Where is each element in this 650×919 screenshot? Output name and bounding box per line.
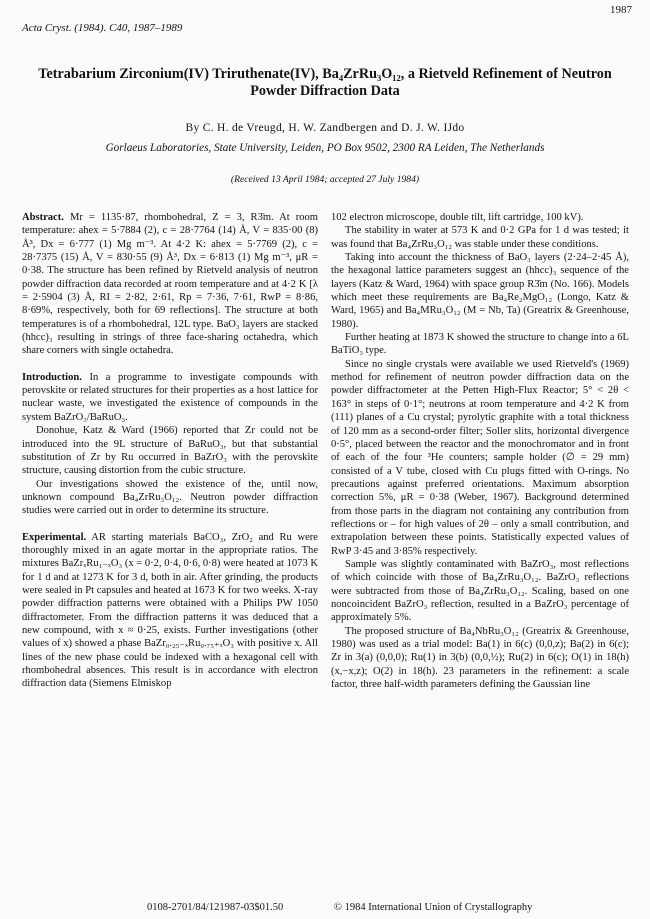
right-paragraph-3: Further heating at 1873 K showed the structure to change into a 6L BaTiO₃ type. [331,332,629,357]
introduction-heading: Introduction. [22,371,82,383]
abstract-paragraph [22,211,318,358]
abstract-heading: Abstract. [22,212,64,223]
right-column [331,211,629,691]
right-paragraph-6: The proposed structure of Ba₄NbRu₃O₁₂ (Greatrix & Greenhouse, 1980) was used as a trial model: Ba(1) in 6(c) (0,0,z); Ba(2) in 6(c); Zr in 3(a) (0,0,0); Ru(1) in 3(b) (0,0,½); Ru(2) in 6(c); O(1) in 18(h) (x,−x,z); O(2) in 18(h). 23 parameters in the refinement: a scale factor, three half-width parameters defining the Gaussian line [331,625,629,691]
experimental-text: AR starting materials BaCO₃, ZrO₂ and Ru were thoroughly mixed in an agate mortar in the appropriate ratios. The mixtures BaZrₓRu₁₋ₓO₃ (x = 0·2, 0·4, 0·6, 0·8) were heated at 1073 K for 1 d and at 1273 K for 3 d, both in air. After grinding, the products were sealed in Pt capsules and heated at 1673 K for two weeks. X-ray powder diffraction patterns were obtained with a Philips PW 1050 diffractometer. From the diffraction patterns it was deduced that a new compound, with x ≈ 0·25, exists. Further investigations (other values of x) showed a phase BaZr₀.₂₅₋ₓRu₀.₇₅₊ₓO₃ with positive x. All lines of the new phase could be indexed with a hexagonal cell with rhombohedral absences. This result is in accordance with electron diffraction data (Siemens Elmiskop [22,531,318,690]
journal-reference: Acta Cryst. (1984). C40, 1987–1989 [22,22,183,34]
experimental-heading: Experimental. [22,531,87,543]
introduction-paragraph-3: Our investigations showed the existence of the, until now, unknown compound Ba₄ZrRu₃O₁₂. Neutron powder diffraction studies were carried out in order to determine its structure. [22,478,318,517]
right-paragraph-1: The stability in water at 573 K and 0·2 GPa for 1 d was tested; it was found that Ba₄ZrRu₃O₁₂ was stable under these conditions. [331,225,629,250]
right-paragraph-0: 102 electron microscope, double tilt, lift cartridge, 100 kV). [331,212,584,223]
right-paragraph-5: Sample was slightly contaminated with BaZrO₃, most reflections of which coincide with those of Ba₄ZrRu₃O₁₂. BaZrO₃ reflections were subtracted from those of Ba₄ZrRu₃O₁₂. Scaling, based on one noncoincident BaZrO₃ reflection, resulted in a BaZrO₃ percentage of approximately 5%. [331,558,629,624]
received-dates: (Received 13 April 1984; accepted 27 July 1984) [230,174,420,185]
experimental-paragraph [22,531,318,691]
abstract-text: Mr = 1135·87, rhombohedral, Z = 3, R3̄m. At room temperature: ahex = 5·7884 (2), c = 28·7764 (14) Å, V = 835·00 (8) Å³, Dx = 6·777 (1) Mg m⁻³. At 4·2 K: ahex = 5·7769 (2), c = 28·7375 (15) Å, V = 830·55 (9) Å³, Dx = 6·813 (1) Mg m⁻³, μR = 0·38. The structure has been refined by Rietveld analysis of neutron powder diffraction data recorded at room temperature and at 4·2 K [λ = 2·5904 (3) Å, RI = 2·82, 2·61, Rp = 7·36, 7·61, RwP = 8·86, 8·69%, respectively, both for 69 reflections]. The structure at both temperatures is of a rhombohedral, 12L type. BaO₃ layers are stacked (hhcc)₃ resulting in strings of three face-sharing octahedra, which share corners with single octahedra. [22,212,318,357]
introduction-paragraph [22,371,318,424]
authors: By C. H. de Vreugd, H. W. Zandbergen and D. J. W. IJdo [185,122,465,134]
footer-code: 0108-2701/84/121987-03$01.50 [147,902,284,913]
footer-copyright: © 1984 International Union of Crystallography [334,902,533,913]
article-title: Tetrabarium Zirconium(IV) Triruthenate(IV), Ba₄ZrRu₃O₁₂, a Rietveld Refinement of Neutron Powder Diffraction Data [38,66,612,99]
page-number: 1987 [610,4,632,16]
left-column [22,211,318,691]
right-paragraph-2: Taking into account the thickness of BaO₃ layers (2·24–2·45 Å), the hexagonal lattice parameters suggest an (hhcc)₃ sequence of the layers (Katz & Ward, 1964) with space group R3̄m (No. 166). Models which meet these requirements are Ba₄Re₂MgO₁₂ (Longo, Katz & Ward, 1965) and Ba₄MRu₃O₁₂ (M = Nb, Ta) (Greatrix & Greenhouse, 1980). [331,252,629,330]
introduction-paragraph-2: Donohue, Katz & Ward (1966) reported that Zr could not be introduced into the 9L structure of BaRuO₃, but that substantial substitution of Zr by Ru occurred in BaZrO₃ with the perovskite structure, causing distortion from the cubic structure. [22,425,318,477]
right-paragraph-4: Since no single crystals were available we used Rietveld's (1969) method for refinement of neutron powder diffraction data on the powder diffractometer at the Petten High-Flux Reactor; 5° < 2θ < 163° in steps of 0·1°; neutrons at room temperature and 4·2 K from (111) planes of a Cu crystal; pyrolytic graphite with a total thickness of 120 mm as a second-order filter; Soller slits, horizontal divergence 0·5°, placed between the reactor and the monochromator and in front of each of the four ³He counters; sample holder (∅ = 29 mm) consisted of a V tube, closed with Cu plugs fitted with O-rings. No precautions against preferred orientations. Maximum absorption correction 5%, μR = 0·38 (Weber, 1967). Background determined from those parts in the diagram not containing any contribution from reflections or – for high values of 2θ – only a small contribution, and extrapolation between these points. Statistically expected values of RwP 3·45 and 3·85% respectively. [331,358,629,557]
introduction-text: In a programme to investigate compounds with perovskite or related structures for their properties as a host lattice for nuclear waste, we investigated the existence of compounds in the system BaZrO₃/BaRuO₃. [22,371,318,423]
affiliation: Gorlaeus Laboratories, State University, Leiden, PO Box 9502, 2300 RA Leiden, The Netherlands [105,142,545,154]
